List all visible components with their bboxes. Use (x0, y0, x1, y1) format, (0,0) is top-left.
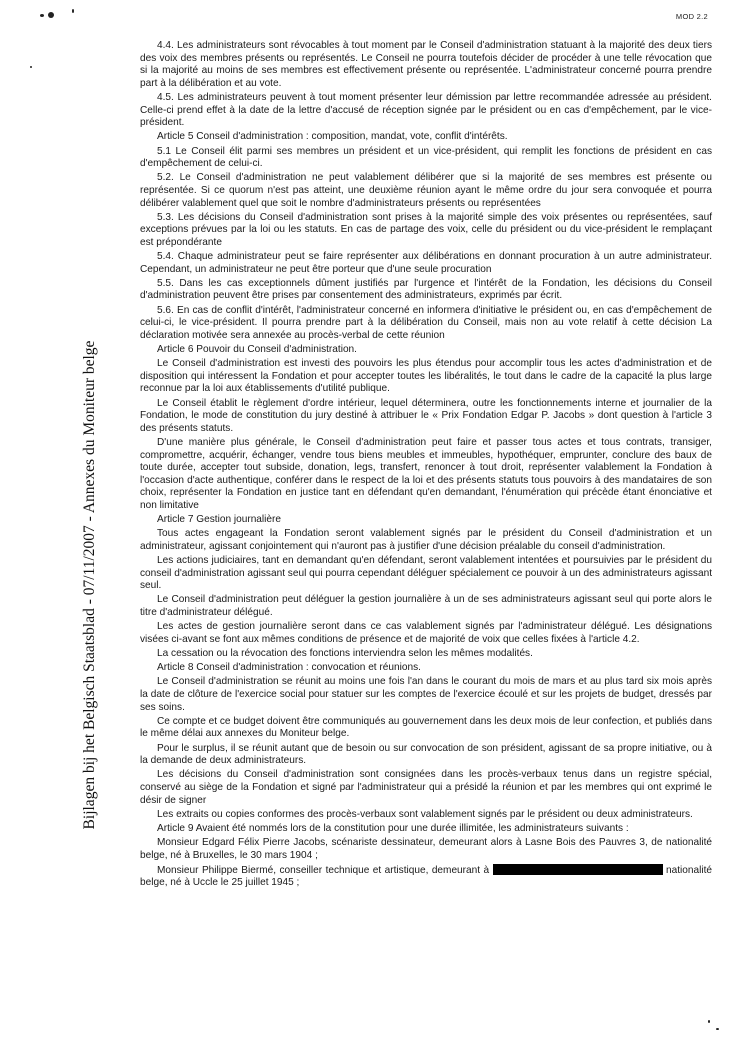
article-heading: Article 6 Pouvoir du Conseil d'administration. (157, 344, 357, 355)
scan-speck (716, 1028, 719, 1030)
document-body (140, 40, 712, 892)
paragraph: 5.4. Chaque administrateur peut se faire représenter aux délibérations en donnant procuration à un autre administrateur. Cependant, un administrateur ne peut être porteur que d'une seule procuration (140, 251, 712, 275)
paragraph: 4.4. Les administrateurs sont révocables à tout moment par le Conseil d'administration statuant à la majorité des deux tiers des voix des membres présents ou représentés. Le Conseil ne pourra toutefois décider de procéder à une telle révocation que si la majorité au moins de ses membres est effectivement présente ou représentée. L'administrateur concerné pourra prendre part à la délibération et au vote. (140, 40, 712, 89)
paragraph: Les actes de gestion journalière seront dans ce cas valablement signés par l'administrateur délégué. Les désignations visées ci-avant se font aux mêmes conditions de présence et de majorité de voix que celles fixées à l'article 4.2. (140, 621, 712, 645)
paragraph: Les extraits ou copies conformes des procès-verbaux sont valablement signés par le président ou deux administrateurs. (157, 808, 693, 820)
scan-speck (72, 9, 74, 13)
paragraph: Le Conseil établit le règlement d'ordre intérieur, lequel déterminera, outre les fonctionnements interne et journalier de la Fondation, le mode de constitution du jury destiné à attribuer le « Prix Fondation Edgar P. Jacobs » dont question à l'article 3 des présents statuts. (140, 397, 712, 434)
article-heading: Article 5 Conseil d'administration : composition, mandat, vote, conflit d'intérêts. (157, 131, 508, 143)
paragraph: Le Conseil d'administration se réunit au moins une fois l'an dans le courant du mois de mars et au plus tard six mois après la date de clôture de l'exercice social pour statuer sur les comptes de l'exercice écoulé et sur les projets de budget, dressés par ses soins. (140, 676, 712, 713)
paragraph: D'une manière plus générale, le Conseil d'administration peut faire et passer tous actes et tous contrats, transiger, compromettre, acquérir, échanger, vendre tous biens meubles et immeubles, hypothéquer, emprunter, conclure des baux de toute durée, accepter tout subside, donation, legs, transfert, renoncer à tout droit, représenter valablement la Fondation à l'occasion d'acte authentique, conférer dans le respect de la loi et des présents statuts tous pouvoirs à des mandataires de son choix, représenter la Fondation en justice tant en défendant qu'en demandant, l'énumération qui précède étant énonciative et non limitative (140, 436, 712, 511)
article-heading: Article 7 Gestion journalière (157, 514, 281, 526)
paragraph: Ce compte et ce budget doivent être communiqués au gouvernement dans les deux mois de leur confection, et publiés dans le même délai aux annexes du Moniteur belge. (140, 715, 712, 740)
redaction-bar (493, 864, 663, 875)
paragraph: 5.6. En cas de conflit d'intérêt, l'administrateur concerné en informera d'initiative le président ou, en cas d'empêchement de celui-ci, le vice-président. Il pourra prendre part à la délibération du Conseil, mais non au vote relatif à cette décision La déclaration motivée sera annexée au procès-verbal de cette réunion (140, 304, 712, 341)
paragraph: 5.5. Dans les cas exceptionnels dûment justifiés par l'urgence et l'intérêt de la Fondation, les décisions du Conseil d'administration peuvent être prises par consentement des administrateurs, exprimés par écrit. (140, 277, 712, 302)
side-margin-publication-text: Bijlagen bij het Belgisch Staatsblad - 07/11/2007 - Annexes du Moniteur belge (81, 340, 98, 830)
paragraph-text: nationalité belge, né à Uccle le 25 juillet 1945 ; (140, 864, 712, 889)
article-heading: Article 9 Avaient été nommés lors de la constitution pour une durée illimitée, les administrateurs suivants : (157, 822, 629, 834)
scan-speck (30, 66, 32, 68)
paragraph: Les actions judiciaires, tant en demandant qu'en défendant, seront valablement intentées et poursuivies par le président du conseil d'administration agissant seul qui pourra cependant déléguer spécialement ce pouvoir à un des administrateurs agissant seul. (140, 555, 713, 592)
scan-speck (40, 14, 44, 17)
paragraph: La cessation ou la révocation des fonctions interviendra selon les mêmes modalités. (157, 648, 533, 659)
paragraph: Le Conseil d'administration peut déléguer la gestion journalière à un de ses administrateurs agissant seul qui porte alors le titre d'administrateur délégué. (140, 594, 712, 619)
paragraph: 5.2. Le Conseil d'administration ne peut valablement délibérer que si la majorité de ses membres est présente ou représentée. Si ce quorum n'est pas atteint, une deuxième réunion ayant le même ordre du jour sera convoquée et pourra délibérer valablement quel que soit le nombre d'administrateurs présents ou représentées (140, 172, 712, 209)
paragraph-text: Monsieur Philippe Biermé, conseiller technique et artistique, demeurant à (157, 864, 493, 876)
paragraph: 4.5. Les administrateurs peuvent à tout moment présenter leur démission par lettre recommandée adressée au président. Celle-ci prend effet à la date de la lettre d'accusé de réception signée par le président ou en cas d'empêchement, par le vice-président. (140, 91, 712, 129)
paragraph: Le Conseil d'administration est investi des pouvoirs les plus étendus pour accomplir tous les actes d'administration et de disposition qui intéressent la Fondation et pour accepter toutes les libéralités, le tout dans le cadre de la capacité la plus large reconnue par la loi aux établissements d'utilité publique. (140, 358, 712, 395)
paragraph (140, 864, 712, 890)
scan-speck (48, 12, 54, 18)
paragraph: Pour le surplus, il se réunit autant que de besoin ou sur convocation de son président, agissant de sa propre initiative, ou à la demande de deux administrateurs. (140, 742, 712, 767)
paragraph: Monsieur Edgard Félix Pierre Jacobs, scénariste dessinateur, demeurant alors à Lasne Bois des Pauvres 3, de nationalité belge, né à Bruxelles, le 30 mars 1904 ; (140, 837, 712, 861)
paragraph: 5.3. Les décisions du Conseil d'administration sont prises à la majorité simple des voix présentes ou représentées, sauf exceptions prévues par la loi ou les statuts. En cas de partage des voix, celle du président ou du vice-président le remplaçant est prépondérante (140, 211, 712, 248)
form-code: MOD 2.2 (675, 12, 708, 21)
paragraph: Tous actes engageant la Fondation seront valablement signés par le président du Conseil d'administration et un administrateur, agissant conjointement qui n'auront pas à justifier d'une décision préalable du conseil d'administration. (140, 528, 712, 552)
article-heading: Article 8 Conseil d'administration : convocation et réunions. (157, 662, 421, 674)
paragraph: 5.1 Le Conseil élit parmi ses membres un président et un vice-président, qui remplit les fonctions de président en cas d'empêchement de celui-ci. (140, 145, 712, 170)
paragraph: Les décisions du Conseil d'administration sont consignées dans les procès-verbaux tenus dans un registre spécial, conservé au siège de la Fondation et signé par l'administrateur qui a présidé la réunion et par les membres qui ont exprimé le désir de signer (140, 769, 712, 806)
scan-speck (708, 1020, 710, 1023)
